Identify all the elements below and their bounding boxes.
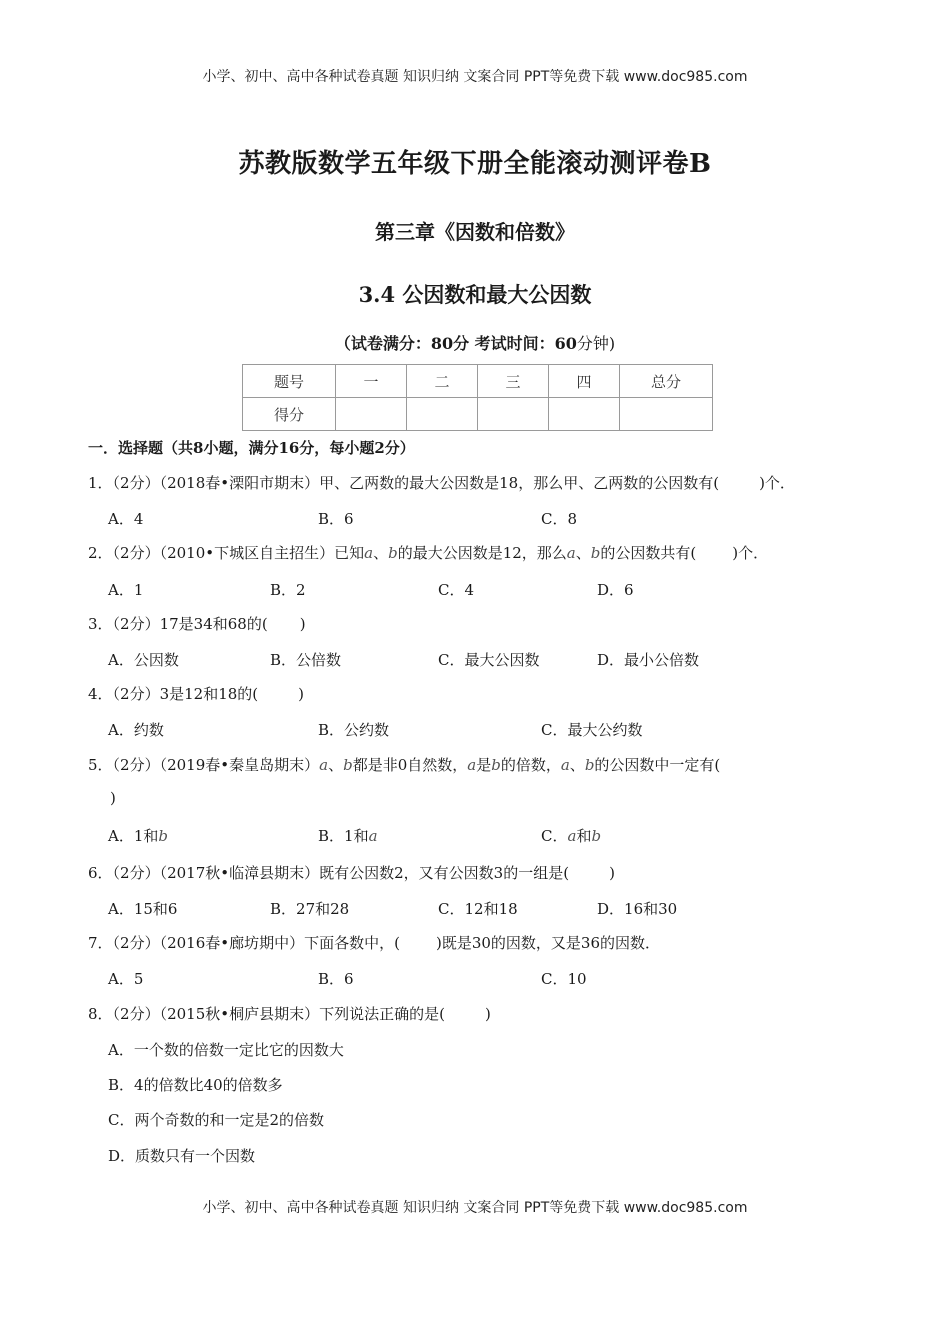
question-stem: 是 bbox=[476, 756, 492, 774]
question-stem: 的倍数， bbox=[500, 756, 561, 774]
option-c-and: 和 bbox=[576, 827, 592, 845]
section-title: 3.4 公因数和最大公因数 bbox=[358, 282, 592, 307]
footer-banner: 小学、初中、高中各种试卷真题 知识归纳 文案合同 PPT等免费下载 www.doc985.com bbox=[202, 1200, 748, 1216]
option-d[interactable]: D．6 bbox=[597, 581, 634, 599]
section-heading: 一．选择题（共8小题，满分16分，每小题2分） bbox=[88, 439, 415, 457]
question-8 bbox=[88, 1003, 491, 1024]
exam-info bbox=[0, 331, 950, 354]
option-c[interactable]: C．4 bbox=[438, 581, 475, 599]
question-tail: ) bbox=[299, 615, 306, 633]
question-3 bbox=[88, 613, 306, 634]
main-title: 苏教版数学五年级下册全能滚动测评卷B bbox=[238, 149, 712, 179]
question-stem: 4．（2分）3是12和18的( bbox=[88, 685, 259, 703]
score-cell[interactable] bbox=[478, 398, 549, 431]
exam-info-main: （试卷满分：80分 考试时间：60 bbox=[334, 334, 577, 353]
option-b[interactable]: B．6 bbox=[318, 970, 354, 988]
question-1 bbox=[88, 472, 795, 493]
variable-a: a bbox=[319, 756, 329, 774]
question-stem: 的最大公因数是12，那么 bbox=[397, 544, 567, 562]
option-a[interactable]: A．公因数 bbox=[108, 651, 179, 669]
option-b[interactable]: B．6 bbox=[318, 510, 354, 528]
question-tail: ) bbox=[298, 685, 305, 703]
option-b[interactable]: B．27和28 bbox=[270, 900, 350, 918]
option-c[interactable] bbox=[541, 825, 601, 846]
option-a[interactable]: A．一个数的倍数一定比它的因数大 bbox=[108, 1041, 344, 1059]
separator: 、 bbox=[569, 756, 585, 774]
variable-a: a bbox=[467, 756, 477, 774]
question-tail: ) bbox=[110, 789, 116, 807]
option-a[interactable]: A．15和6 bbox=[108, 900, 178, 918]
chapter-title: 第三章《因数和倍数》 bbox=[375, 220, 575, 244]
score-cell[interactable] bbox=[407, 398, 478, 431]
option-a[interactable]: A．1 bbox=[108, 581, 144, 599]
score-header-cell: 题号 bbox=[243, 365, 336, 398]
variable-b: b bbox=[343, 756, 353, 774]
option-c[interactable]: C．最大公因数 bbox=[438, 651, 540, 669]
question-stem: 都是非0自然数， bbox=[352, 756, 468, 774]
option-b[interactable]: B．2 bbox=[270, 581, 306, 599]
variable-a: a bbox=[567, 827, 577, 845]
question-stem: 8．（2分）（2015秋•桐庐县期末）下列说法正确的是( bbox=[88, 1005, 445, 1023]
question-stem: 1．（2分）（2018春•溧阳市期末）甲、乙两数的最大公因数是18，那么甲、乙两数的公因数有( bbox=[88, 474, 720, 492]
score-cell[interactable] bbox=[336, 398, 407, 431]
option-b[interactable]: B．4的倍数比40的倍数多 bbox=[108, 1076, 283, 1094]
header-banner: 小学、初中、高中各种试卷真题 知识归纳 文案合同 PPT等免费下载 www.doc985.com bbox=[202, 69, 748, 85]
option-a[interactable]: A．4 bbox=[108, 510, 144, 528]
variable-a: a bbox=[566, 544, 576, 562]
question-stem: 7．（2分）（2016春•廊坊期中）下面各数中，( bbox=[88, 934, 400, 952]
score-header-cell: 一 bbox=[336, 365, 407, 398]
option-b[interactable]: B．公约数 bbox=[318, 721, 390, 739]
variable-a: a bbox=[364, 544, 374, 562]
option-c[interactable]: C．8 bbox=[541, 510, 578, 528]
option-b-label: B．1和 bbox=[318, 827, 369, 845]
question-6 bbox=[88, 862, 615, 883]
question-tail: )既是30的因数，又是36的因数． bbox=[435, 934, 660, 952]
question-tail: ) bbox=[609, 864, 615, 882]
score-cell[interactable] bbox=[620, 398, 713, 431]
separator: 、 bbox=[328, 756, 344, 774]
option-d[interactable]: D．质数只有一个因数 bbox=[108, 1147, 256, 1165]
variable-b: b bbox=[158, 827, 168, 845]
option-c-label: C． bbox=[541, 827, 568, 845]
question-tail: )个． bbox=[759, 474, 795, 492]
option-c[interactable]: C．两个奇数的和一定是2的倍数 bbox=[108, 1111, 325, 1129]
option-b[interactable] bbox=[318, 825, 378, 846]
score-row-label: 得分 bbox=[243, 398, 336, 431]
option-a[interactable] bbox=[108, 825, 168, 846]
question-5 bbox=[88, 754, 720, 775]
question-tail: ) bbox=[484, 1005, 491, 1023]
score-header-cell: 总分 bbox=[620, 365, 713, 398]
option-d[interactable]: D．最小公倍数 bbox=[597, 651, 700, 669]
question-stem: 的公因数中一定有( bbox=[594, 756, 721, 774]
question-5-continuation bbox=[110, 789, 116, 807]
variable-b: b bbox=[388, 544, 398, 562]
exam-info-unit: 分钟) bbox=[576, 334, 616, 353]
score-cell[interactable] bbox=[549, 398, 620, 431]
separator: 、 bbox=[575, 544, 591, 562]
option-c[interactable]: C．最大公约数 bbox=[541, 721, 643, 739]
option-b[interactable]: B．公倍数 bbox=[270, 651, 342, 669]
variable-b: b bbox=[491, 756, 501, 774]
option-a[interactable]: A．约数 bbox=[108, 721, 164, 739]
score-table bbox=[242, 364, 713, 431]
question-stem: 5．（2分）（2019春•秦皇岛期末） bbox=[88, 756, 320, 774]
question-4 bbox=[88, 683, 304, 704]
question-7 bbox=[88, 932, 660, 953]
variable-a: a bbox=[368, 827, 378, 845]
question-stem: 2．（2分）（2010•下城区自主招生）已知 bbox=[88, 544, 365, 562]
option-d[interactable]: D．16和30 bbox=[597, 900, 678, 918]
variable-b: b bbox=[590, 544, 601, 562]
variable-b: b bbox=[584, 756, 595, 774]
option-c[interactable]: C．10 bbox=[541, 970, 587, 988]
separator: 、 bbox=[373, 544, 389, 562]
option-c[interactable]: C．12和18 bbox=[438, 900, 518, 918]
score-header-cell: 二 bbox=[407, 365, 478, 398]
option-a-label: A．1和 bbox=[108, 827, 159, 845]
option-a[interactable]: A．5 bbox=[108, 970, 144, 988]
question-2 bbox=[88, 542, 768, 563]
variable-a: a bbox=[560, 756, 570, 774]
variable-b: b bbox=[591, 827, 602, 845]
score-table-header-row bbox=[243, 365, 713, 398]
question-stem: 6．（2分）（2017秋•临漳县期末）既有公因数2，又有公因数3的一组是( bbox=[88, 864, 570, 882]
score-header-cell: 三 bbox=[478, 365, 549, 398]
question-stem: 3．（2分）17是34和68的( bbox=[88, 615, 268, 633]
score-table-score-row bbox=[243, 398, 713, 431]
question-stem: 的公因数共有( bbox=[600, 544, 697, 562]
question-tail: )个． bbox=[732, 544, 769, 562]
score-header-cell: 四 bbox=[549, 365, 620, 398]
